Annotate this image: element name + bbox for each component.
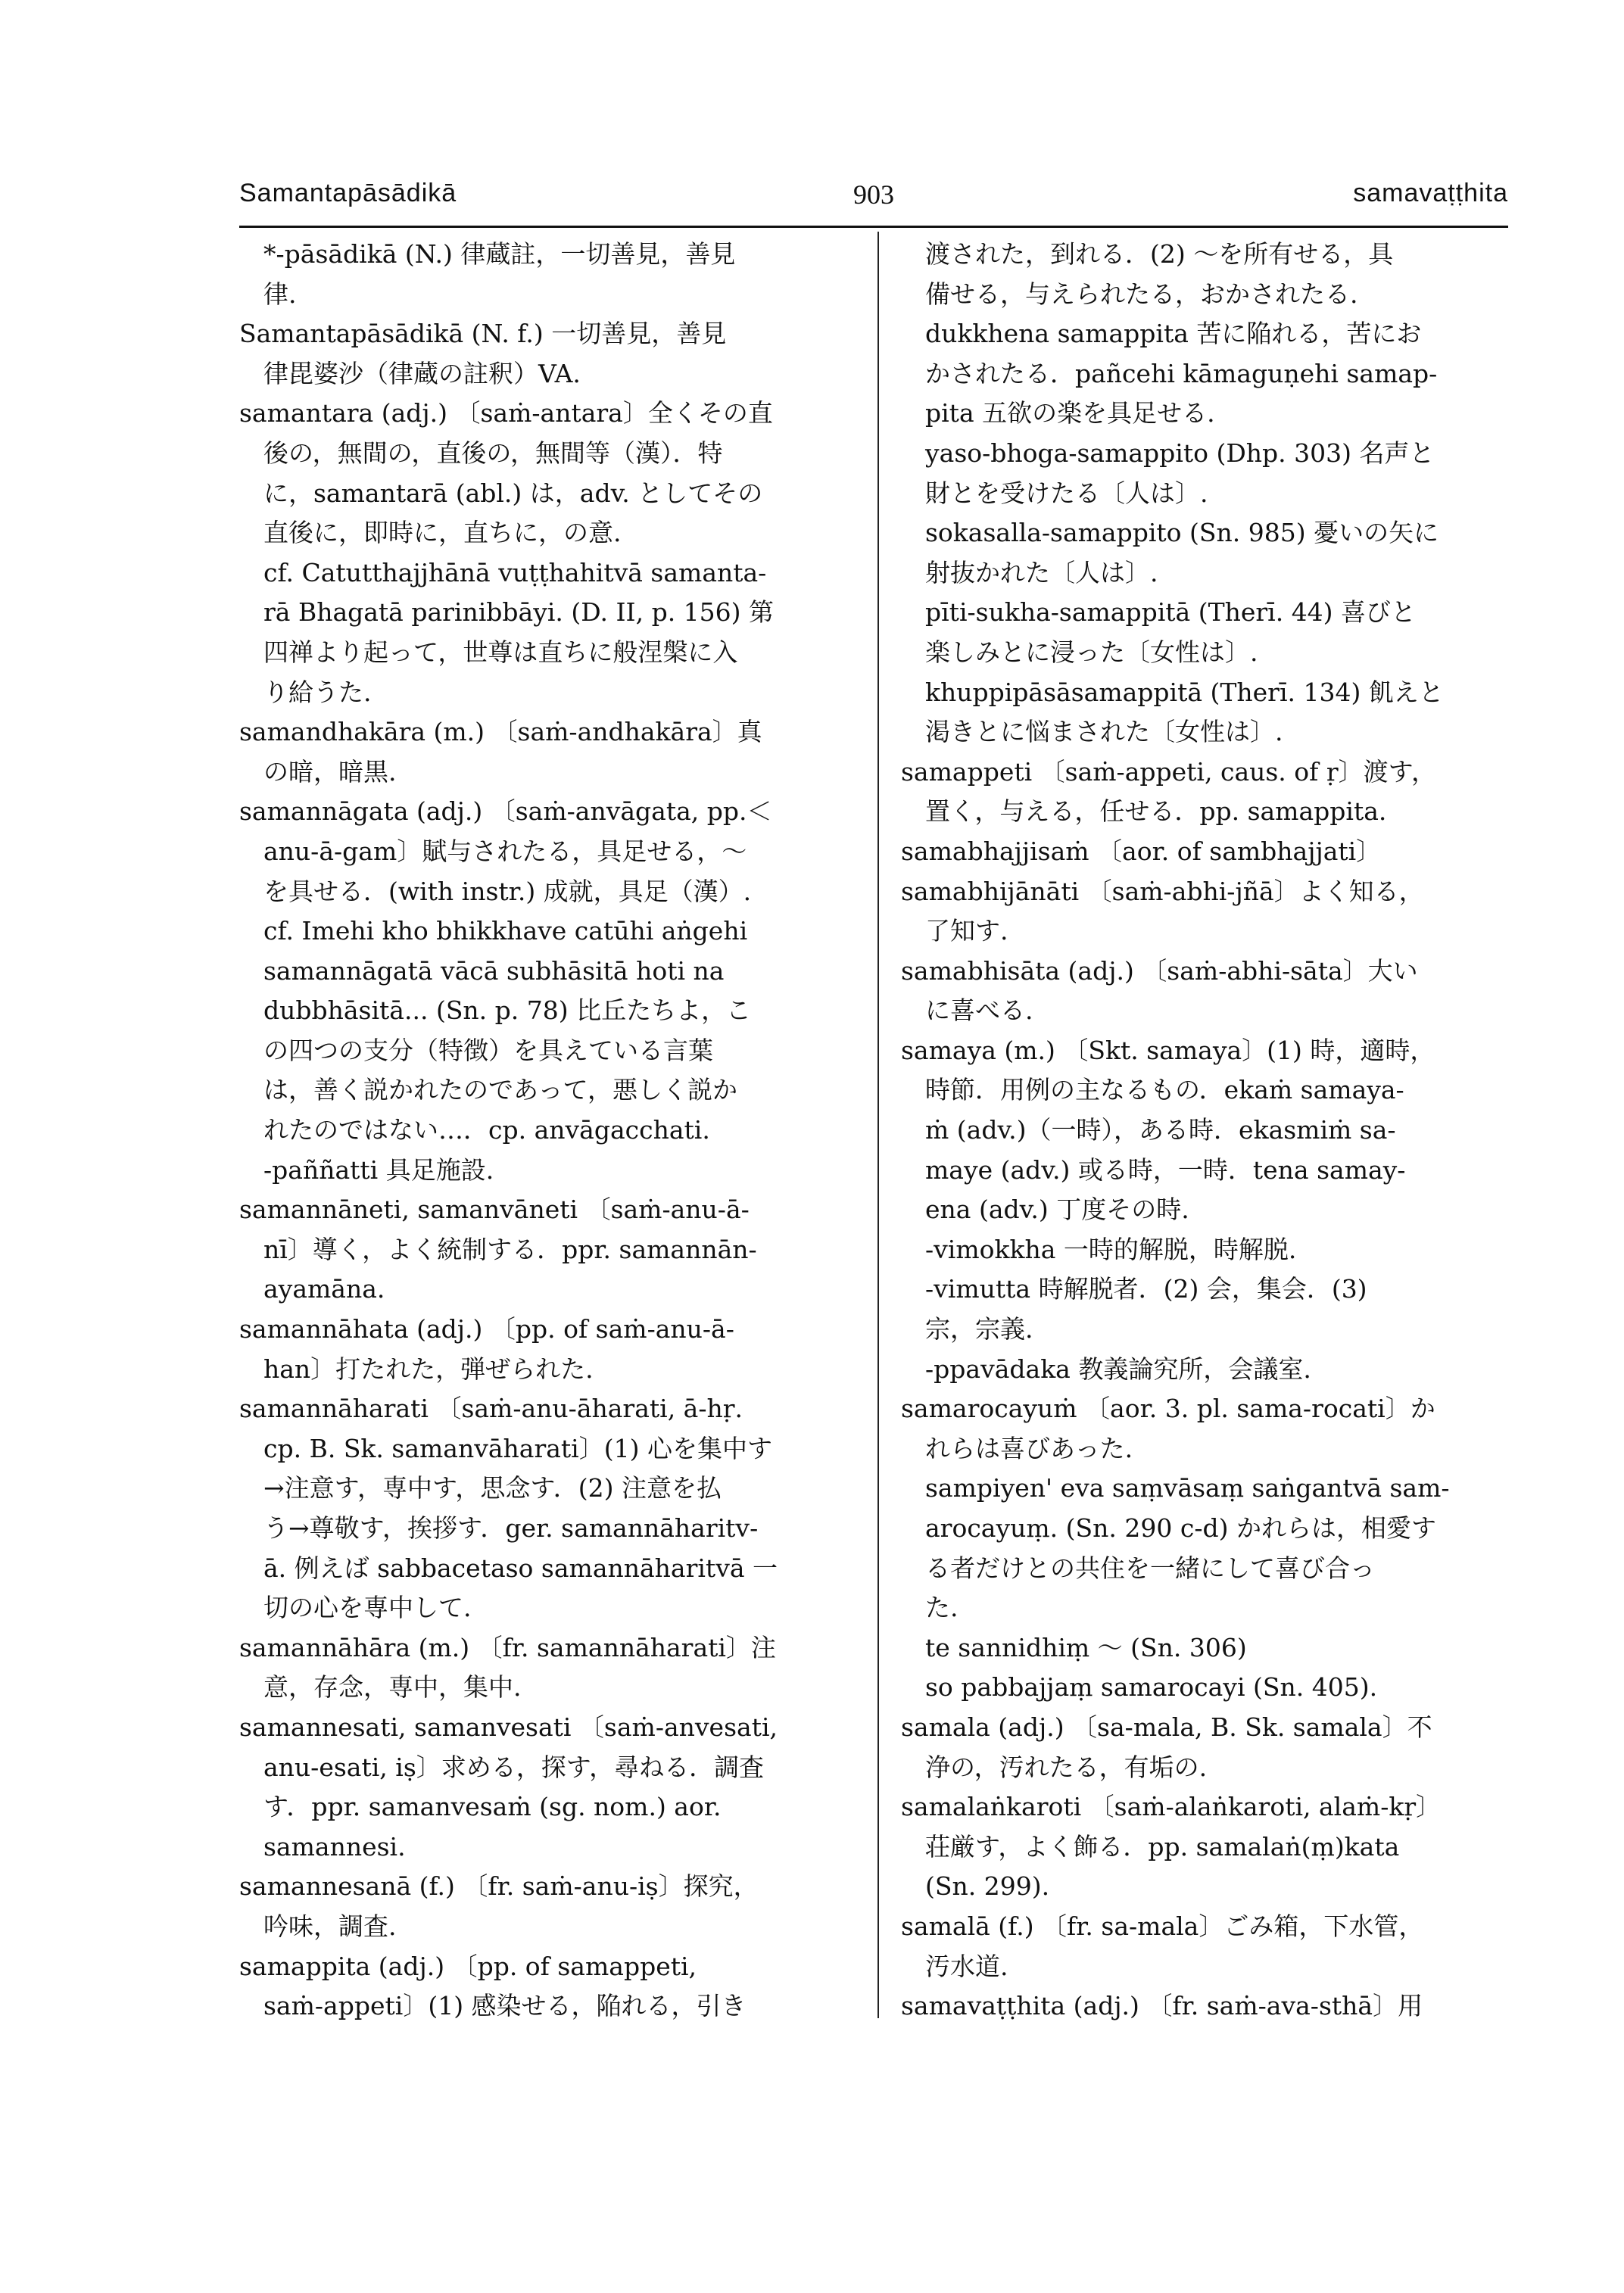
- dictionary-subentry: yaso-bhoga-samappito (Dhp. 303) 名声と 財とを受けたる〔人は〕.: [925, 438, 1435, 508]
- dictionary-subentry: khuppipāsāsamappitā (Therī. 134) 飢えと 渇きとに悩まされた〔女性は〕.: [925, 677, 1444, 747]
- dictionary-entry: samalaṅkaroti 〔saṁ-alaṅkaroti, alaṁ-kṛ〕 荘厳す，よく飾る．pp. samalaṅ(ṃ)kata (Sn. 299).: [901, 1792, 1442, 1902]
- dictionary-entry: samabhijānāti 〔saṁ-abhi-jñā〕よく知る， 了知す.: [901, 876, 1424, 946]
- left-column: [239, 235, 849, 2027]
- dictionary-entry: samannāgata (adj.) 〔saṁ-anvāgata, pp.＜ anu-ā-gam〕賦与されたる，具足せる，～ を具せる．(with instr.) 成就，具足（漢）. cf. Imehi kho bhikkhave catūhi aṅgehi samannāgatā vācā subhāsitā hoti na dubbhāsitā... (Sn. p. 78) 比丘たちよ，こ の四つの支分（特徴）を具えている言葉 は，善く説かれたのであって，悪しく説か れたのではない…．cp. anvāgacchati.: [239, 796, 772, 1145]
- dictionary-subentry: *-pāsādikā (N.) 律蔵註，一切善見，善見 律.: [263, 239, 736, 309]
- dictionary-entry: samarocayuṁ 〔aor. 3. pl. sama-rocati〕か れらは喜びあった.: [901, 1394, 1435, 1463]
- right-column: [901, 235, 1510, 2027]
- dictionary-entry: samannāhāra (m.) 〔fr. samannāharati〕注 意，存念，専中，集中.: [239, 1632, 776, 1703]
- dictionary-subentry: sokasalla-samappito (Sn. 985) 憂いの矢に 射抜かれた〔人は〕.: [925, 518, 1439, 587]
- dictionary-subentry: dukkhena samappita 苦に陥れる，苦にお かされたる．pañcehi kāmaguṇehi samap- pita 五欲の楽を具足せる.: [925, 319, 1438, 428]
- dictionary-entry: samantara (adj.) 〔saṁ-antara〕全くその直 後の，無間の，直後の，無間等（漢）．特 に，samantarā (abl.) は，adv. としてその 直後に，即時に，直ちに，の意.: [239, 398, 773, 548]
- dictionary-subentry: -vimutta 時解脱者．(2) 会，集会．(3) 宗，宗義.: [925, 1274, 1367, 1344]
- dictionary-entry: samabhisāta (adj.) 〔saṁ-abhi-sāta〕大い に喜べる.: [901, 955, 1418, 1026]
- dictionary-entry: samandhakāra (m.) 〔saṁ-andhakāra〕真 の暗，暗黒.: [239, 717, 762, 787]
- dictionary-subentry: pīti-sukha-samappitā (Therī. 44) 喜びと 楽しみとに浸った〔女性は〕.: [925, 597, 1417, 667]
- dictionary-entry: samala (adj.) 〔sa-mala, B. Sk. samala〕不 浄の，汚れたる，有垢の.: [901, 1712, 1432, 1782]
- dictionary-entry: samavaṭṭhita (adj.) 〔fr. saṁ-ava-sthā〕用: [901, 1991, 1423, 2021]
- column-divider: [877, 232, 879, 2018]
- running-head-right: samavaṭṭhita: [1353, 179, 1508, 207]
- dictionary-entry: samappeti 〔saṁ-appeti, caus. of ṛ〕渡す， 置く，与える，任せる．pp. samappita.: [901, 756, 1436, 827]
- dictionary-entry: samappita (adj.) 〔pp. of samappeti, saṁ-appeti〕(1) 感染せる，陥れる，引き: [239, 1951, 747, 2021]
- dictionary-subentry: so pabbajjaṃ samarocayi (Sn. 405).: [925, 1672, 1378, 1703]
- running-head-left: Samantapāsādikā: [239, 179, 457, 207]
- dictionary-subentry: te sannidhiṃ ～ (Sn. 306): [925, 1632, 1247, 1662]
- dictionary-entry: samannesanā (f.) 〔fr. saṁ-anu-iṣ〕探究， 吟味，調査.: [239, 1871, 759, 1941]
- header-rule: [239, 226, 1508, 228]
- dictionary-entry: samaya (m.) 〔Skt. samaya〕(1) 時，適時， 時節．用例の主なるもの．ekaṁ samaya- ṁ (adv.)（一時），ある時．ekasmiṁ sa- maye (adv.) 或る時，一時．tena samay- ena (adv.) 丁度その時.: [901, 1035, 1435, 1225]
- dictionary-entry: Samantapāsādikā (N. f.) 一切善見，善見 律毘婆沙（律蔵の註釈）VA.: [239, 319, 727, 388]
- page-header: [239, 179, 1508, 224]
- dictionary-entry: samabhajjisaṁ 〔aor. of sambhajjati〕: [901, 836, 1382, 866]
- dictionary-subentry: -vimokkha 一時的解脱，時解脱.: [925, 1234, 1297, 1264]
- dictionary-entry: samalā (f.) 〔fr. sa-mala〕ごみ箱，下水管， 汚水道.: [901, 1911, 1424, 1981]
- dictionary-entry: samannāneti, samanvāneti 〔saṁ-anu-ā- nī〕導く，よく統制する．ppr. samannān- ayamāna.: [239, 1195, 757, 1304]
- dictionary-subentry: -paññatti 具足施設.: [263, 1154, 494, 1185]
- dictionary-subentry: cf. Catutthajjhānā vuṭṭhahitvā samanta- rā Bhagatā parinibbāyi. (D. II, p. 156) 第 四禅より起って，世尊は直ちに般涅槃に入 り給うた.: [263, 557, 775, 707]
- page-number: 903: [853, 179, 894, 210]
- dictionary-subentry: sampiyen' eva saṃvāsaṃ saṅgantvā sam- arocayuṃ. (Sn. 290 c-d) かれらは，相愛す る者だけとの共住を一緒にして喜び合っ た.: [925, 1473, 1450, 1623]
- dictionary-entry: samannāhata (adj.) 〔pp. of saṁ-anu-ā- han〕打たれた，弾ぜられた.: [239, 1314, 734, 1384]
- dictionary-entry: samannesati, samanvesati 〔saṁ-anvesati, anu-esati, iṣ〕求める，探す，尋ねる．調査 す．ppr. samanvesaṁ (sg. nom.) aor. samannesi.: [239, 1712, 778, 1862]
- dictionary-entry: samannāharati 〔saṁ-anu-āharati, ā-hṛ. cp. B. Sk. samanvāharati〕(1) 心を集中す →注意す，専中す，思念す．(2) 注意を払 う→尊敬す，挨拶す．ger. samannāharitv- ā. 例えば sabbacetaso samannāharitvā 一 切の心を専中して.: [239, 1394, 778, 1623]
- dictionary-subentry: 渡された，到れる．(2) ～を所有せる，具 備せる，与えられたる，おかされたる.: [925, 239, 1394, 309]
- dictionary-subentry: -ppavādaka 教義論究所，会議室.: [925, 1354, 1311, 1384]
